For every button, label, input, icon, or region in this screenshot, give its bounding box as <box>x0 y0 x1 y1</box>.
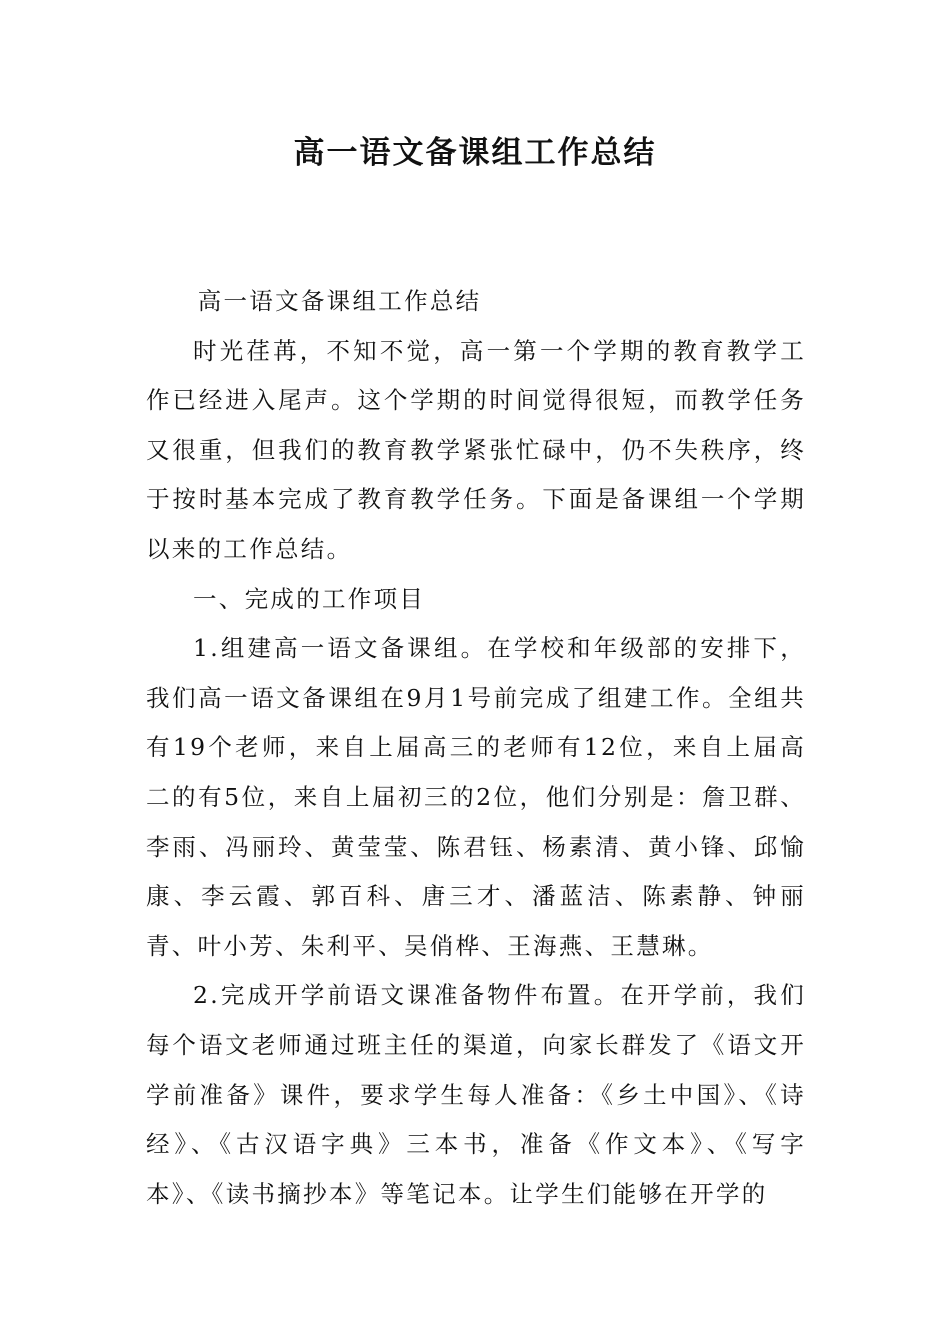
paragraph-subtitle: 高一语文备课组工作总结 <box>197 287 482 315</box>
paragraph-item-1: 1.组建高一语文备课组。在学校和年级部的安排下，我们高一语文备课组在9月1号前完成了组建工作。全组共有19个老师，来自上届高三的老师有12位，来自上届高二的有5位，来自上届初三的2位，他们分别是：詹卫群、李雨、冯丽玲、黄莹莹、陈君钰、杨素清、黄小锋、邱愉康、李云霞、郭百科、唐三才、潘蓝洁、陈素静、钟丽青、叶小芳、朱利平、吴俏桦、王海燕、王慧琳。 <box>146 634 806 960</box>
document-title: 高一语文备课组工作总结 <box>293 135 657 171</box>
section-heading-completed-work: 一、完成的工作项目 <box>193 584 426 613</box>
paragraph-intro: 时光荏苒，不知不觉，高一第一个学期的教育教学工作已经进入尾声。这个学期的时间觉得很短，而教学任务又很重，但我们的教育教学紧张忙碌中，仍不失秩序，终于按时基本完成了教育教学任务。下面是备课组一个学期以来的工作总结。 <box>146 336 806 563</box>
document-body <box>146 277 806 1219</box>
paragraph-item-2: 2.完成开学前语文课准备物件布置。在开学前，我们每个语文老师通过班主任的渠道，向家长群发了《语文开学前准备》课件，要求学生每人准备：《乡土中国》、《诗经》、《古汉语字典》三本书，准备《作文本》、《写字本》、《读书摘抄本》等笔记本。让学生们能够在开学的 <box>146 981 806 1208</box>
